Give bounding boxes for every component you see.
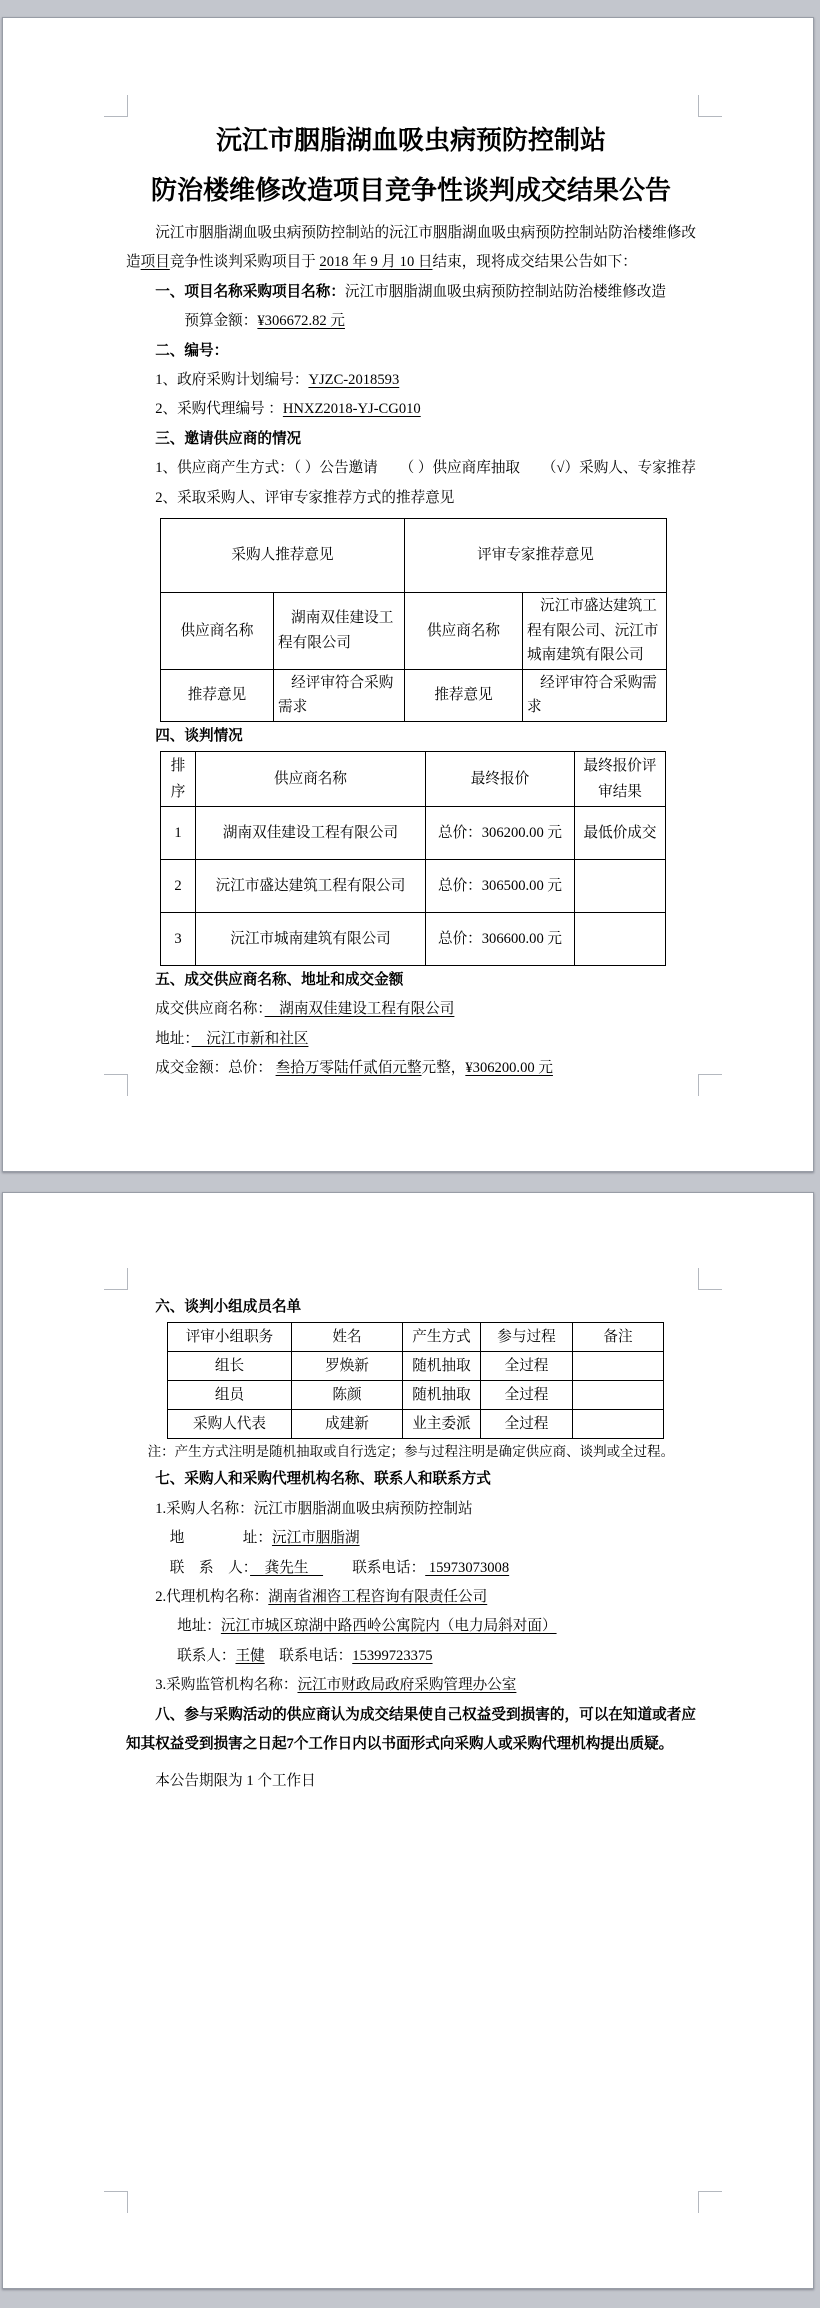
table-cell: 供应商名称 [161, 593, 274, 670]
text-segment: 预算金额： [184, 313, 258, 330]
table-cell: 排序 [161, 751, 196, 806]
table-cell: 经评审符合采购需求 [274, 669, 405, 721]
section-7-title: 七、采购人和采购代理机构名称、联系人和联系方式 [155, 1471, 491, 1488]
recommendation-line: 2、采取采购人、评审专家推荐方式的推荐意见 [155, 489, 455, 506]
text-segment: 龚先生 [250, 1559, 324, 1576]
table-cell: 沅江市盛达建筑工程有限公司 [196, 859, 426, 912]
table-cell: 评审专家推荐意见 [405, 519, 667, 593]
table-cell: 随机抽取 [403, 1381, 481, 1410]
table-cell: 业主委派 [403, 1410, 481, 1439]
budget-line [126, 307, 696, 336]
table-cell: 经评审符合采购需求 [523, 669, 667, 721]
recommendation-table [160, 518, 667, 722]
table-cell: 参与过程 [481, 1323, 573, 1352]
negotiation-table [160, 751, 666, 966]
margin-corner-mark-bottom-right [698, 2191, 722, 2213]
table-cell: 湖南双佳建设工程有限公司 [196, 806, 426, 859]
table-cell: 最低价成交 [575, 806, 666, 859]
table-cell: 供应商名称 [196, 751, 426, 806]
text-segment: ¥306200.00 元 [465, 1060, 553, 1077]
table-row [168, 1381, 664, 1410]
section-6-title: 六、谈判小组成员名单 [155, 1299, 302, 1315]
table-cell [575, 912, 666, 965]
agency-name-line [126, 1583, 696, 1612]
panel-members-table [167, 1322, 664, 1439]
text-segment: 联系电话： [264, 1647, 353, 1664]
text-segment: 2、采购代理编号 ： [155, 401, 283, 418]
agency-address-line [126, 1612, 696, 1641]
text-segment: 元整， [421, 1060, 466, 1077]
text-segment: 2018 年 9 月 10 日 [319, 254, 433, 271]
table-cell: 1 [161, 806, 196, 859]
table-cell: 总价：306600.00 元 [426, 912, 575, 965]
table-row [168, 1352, 664, 1381]
plan-number-line [126, 366, 696, 395]
text-segment: 地 址： [169, 1530, 272, 1547]
text-segment: YJZC-2018593 [308, 372, 400, 389]
text-segment: 15973073008 [425, 1559, 510, 1576]
text-segment: 沅江市新和社区 [191, 1030, 309, 1047]
text-segment: 15399723375 [352, 1647, 433, 1664]
text-segment: 联系电话： [323, 1559, 426, 1576]
announcement-period-line: 本公告期限为 1 个工作日 [155, 1773, 316, 1790]
table-row [161, 751, 666, 806]
table-cell: 推荐意见 [405, 669, 523, 721]
table-cell: 备注 [573, 1323, 664, 1352]
table-cell: 供应商名称 [405, 593, 523, 670]
purchaser-contact-line [126, 1554, 696, 1583]
supplier-source-line: 1、供应商产生方式：（ ）公告邀请 （ ）供应商库抽取 （√）采购人、专家推荐 [155, 460, 696, 477]
text-segment: 3.采购监管机构名称： [155, 1677, 298, 1694]
table-row [168, 1323, 664, 1352]
page-2 [2, 1192, 814, 2289]
text-segment: 地址： [155, 1030, 192, 1047]
table-row [161, 859, 666, 912]
text-segment: 项目 [140, 254, 170, 271]
text-segment: ¥306672.82 元 [257, 313, 345, 330]
table-cell: 产生方式 [403, 1323, 481, 1352]
panel-note: 注：产生方式注明是随机抽取或自行选定；参与过程注明是确定供应商、谈判或全过程。 [147, 1444, 675, 1460]
table-cell: 最终报价评审结果 [575, 751, 666, 806]
margin-corner-mark-top-left [104, 1268, 128, 1290]
text-segment: 成交金额：总价： [155, 1060, 276, 1077]
text-segment: 王健 [235, 1647, 265, 1664]
table-row [161, 669, 667, 721]
supervisor-name-line [126, 1671, 696, 1700]
winning-amount-line [126, 1054, 696, 1083]
table-cell: 组长 [168, 1352, 292, 1381]
text-segment: 湖南双佳建设工程有限公司 [264, 1001, 455, 1018]
table-cell: 罗焕新 [292, 1352, 403, 1381]
intro-paragraph [126, 219, 696, 278]
title-line-1: 沅江市胭脂湖血吸虫病预防控制站 [215, 126, 606, 155]
table-cell: 沅江市盛达建筑工程有限公司、沅江市城南建筑有限公司 [523, 593, 667, 670]
text-segment: 1、政府采购计划编号： [155, 372, 309, 389]
table-cell: 随机抽取 [403, 1352, 481, 1381]
table-cell: 2 [161, 859, 196, 912]
text-segment: 竞争性谈判采购项目于 [169, 254, 320, 271]
text-segment: 结束，现将成交结果公告如下： [432, 254, 637, 271]
text-segment: 沅江市城区琼湖中路西岭公寓院内（电力局斜对面） [220, 1618, 557, 1635]
table-row [161, 519, 667, 593]
text-segment: 湖南省湘咨工程咨询有限责任公司 [268, 1589, 488, 1606]
page-1-body [126, 219, 696, 1084]
agency-number-line [126, 395, 696, 424]
document-title [126, 116, 696, 216]
text-segment: 沅江市财政局政府采购管理办公室 [297, 1677, 517, 1694]
table-cell: 陈颜 [292, 1381, 403, 1410]
title-line-2: 防治楼维修改造项目竞争性谈判成交结果公告 [150, 176, 671, 205]
page-1-content [3, 102, 813, 1084]
text-segment: 叁拾万零陆仟贰佰元整 [275, 1060, 422, 1077]
table-cell: 成建新 [292, 1410, 403, 1439]
page-2-content [3, 1293, 813, 1797]
table-cell: 评审小组职务 [168, 1323, 292, 1352]
table-cell [575, 859, 666, 912]
agency-contact-line [126, 1642, 696, 1671]
page-1 [2, 17, 814, 1172]
text-segment: 一、项目名称采购项目名称： [155, 283, 345, 300]
winning-supplier-line [126, 995, 696, 1024]
table-cell: 采购人代表 [168, 1410, 292, 1439]
text-segment: 2.代理机构名称： [155, 1589, 269, 1606]
winning-address-line [126, 1025, 696, 1054]
section-4-title: 四、谈判情况 [155, 727, 243, 744]
table-row [161, 806, 666, 859]
table-cell: 3 [161, 912, 196, 965]
table-cell: 推荐意见 [161, 669, 274, 721]
text-segment: 成交供应商名称： [155, 1001, 265, 1018]
section-2-title: 二、编号： [155, 342, 229, 359]
table-cell: 总价：306500.00 元 [426, 859, 575, 912]
text-segment: 1.采购人名称：沅江市胭脂湖血吸虫病预防控制站 [155, 1500, 473, 1517]
section-8-paragraph: 八、参与采购活动的供应商认为成交结果使自己权益受到损害的，可以在知道或者应知其权益受到损害之日起7个工作日内以书面形式向采购人或采购代理机构提出质疑。 [126, 1706, 696, 1753]
table-cell: 全过程 [481, 1410, 573, 1439]
table-cell [573, 1410, 664, 1439]
text-segment: 沅江市胭脂湖 [271, 1530, 360, 1547]
section-1-title [126, 278, 696, 307]
table-cell: 组员 [168, 1381, 292, 1410]
text-segment: 沅江市胭脂湖血吸虫病预防控制站防治楼维修改造 [344, 283, 666, 300]
table-cell: 总价：306200.00 元 [426, 806, 575, 859]
table-cell: 湖南双佳建设工程有限公司 [274, 593, 405, 670]
table-cell: 沅江市城南建筑有限公司 [196, 912, 426, 965]
table-cell: 采购人推荐意见 [161, 519, 405, 593]
text-segment: 沅江市胭脂湖血吸虫病预防控制站的沅江市胭脂湖血吸虫病预防控制站防治楼维修改造 [126, 225, 696, 271]
table-cell: 姓名 [292, 1323, 403, 1352]
margin-corner-mark-top-right [698, 1268, 722, 1290]
margin-corner-mark-bottom-left [104, 2191, 128, 2213]
text-segment: 联 系 人： [169, 1559, 251, 1576]
text-segment: 地址： [177, 1618, 221, 1635]
table-row [161, 912, 666, 965]
table-row [161, 593, 667, 670]
table-cell: 最终报价 [426, 751, 575, 806]
table-cell: 全过程 [481, 1352, 573, 1381]
table-cell [573, 1381, 664, 1410]
section-5-title: 五、成交供应商名称、地址和成交金额 [155, 971, 404, 988]
text-segment: HNXZ2018-YJ-CG010 [282, 401, 421, 418]
purchaser-address-line [126, 1524, 696, 1553]
text-segment: 联系人： [177, 1647, 236, 1664]
table-cell [573, 1352, 664, 1381]
table-cell: 全过程 [481, 1381, 573, 1410]
purchaser-name-line [126, 1495, 696, 1524]
table-row [168, 1410, 664, 1439]
section-3-title: 三、邀请供应商的情况 [155, 430, 302, 447]
